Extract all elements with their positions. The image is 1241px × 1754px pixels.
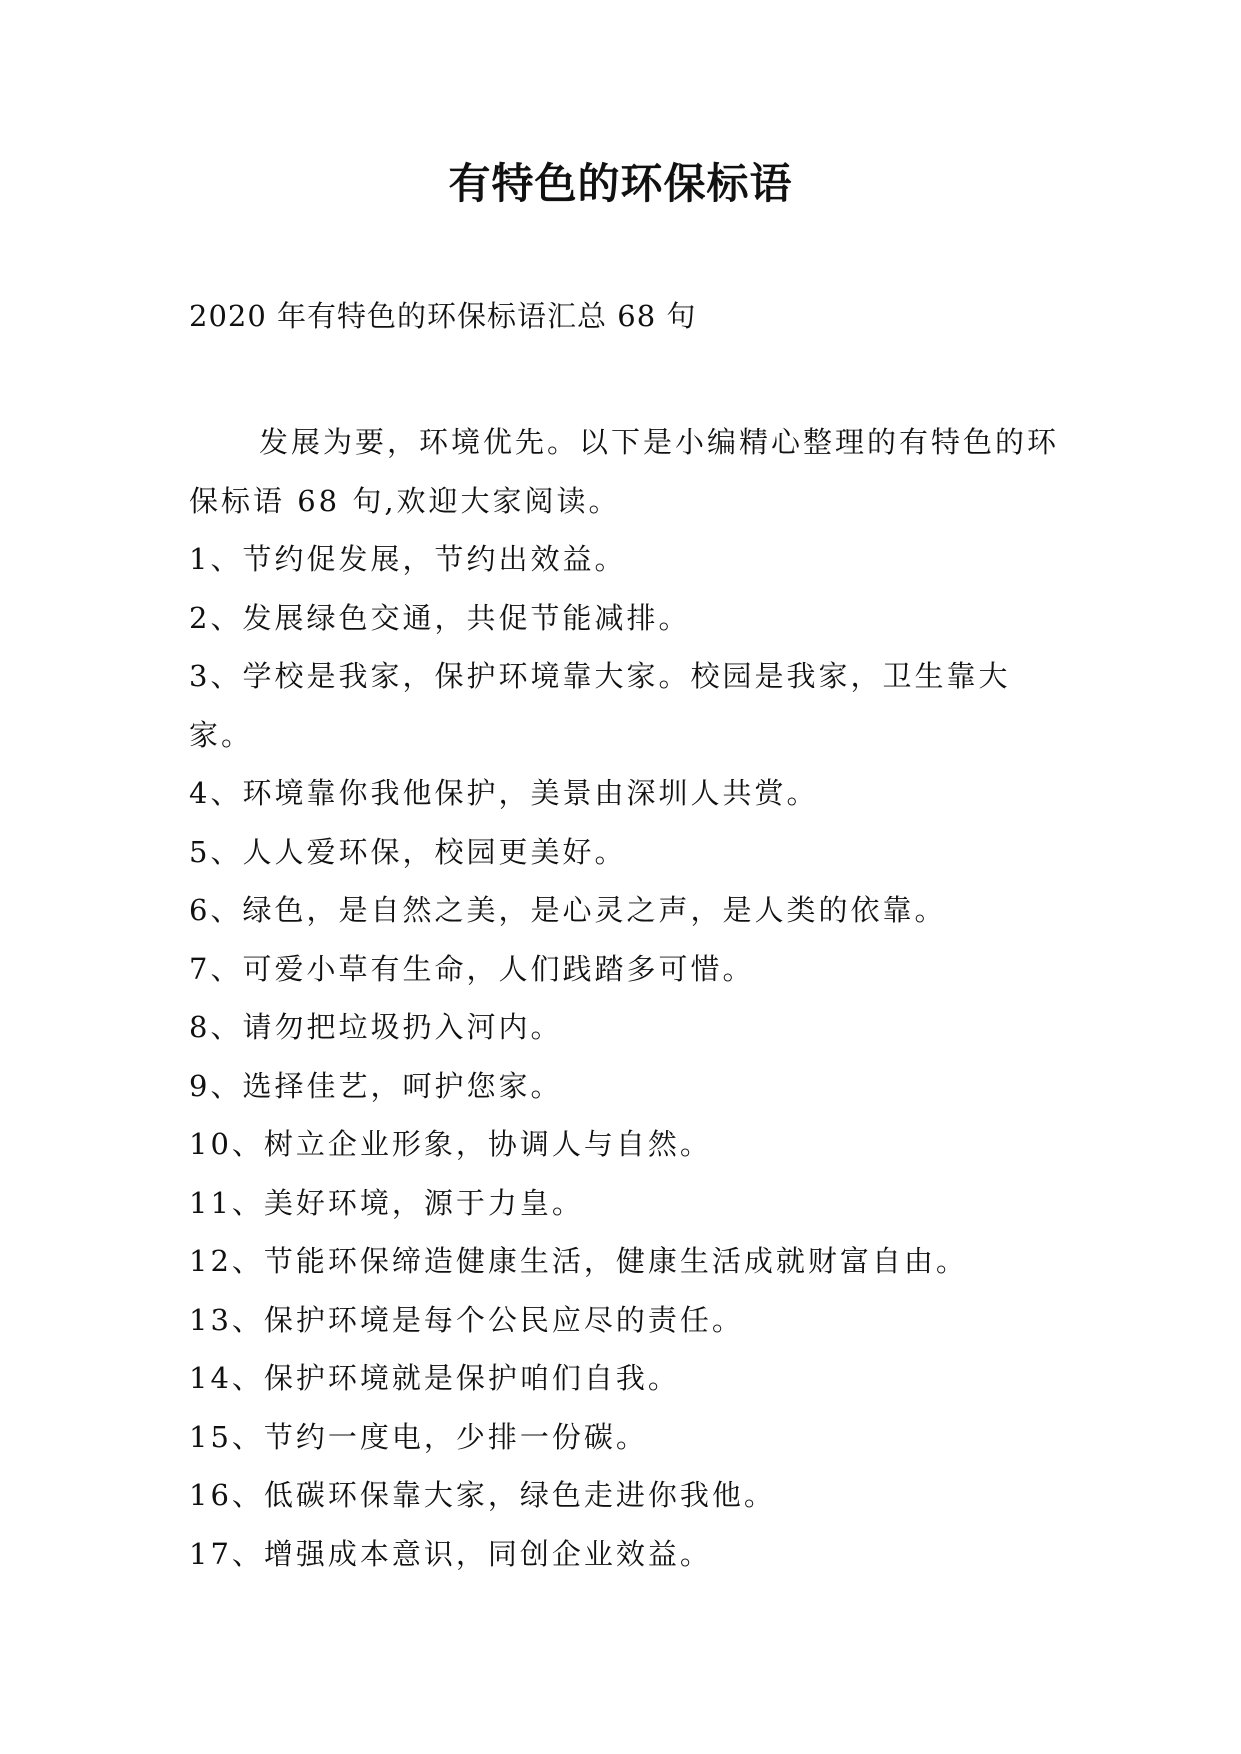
slogan-item: 6、绿色，是自然之美，是心灵之声，是人类的依靠。: [189, 893, 947, 927]
slogan-item: 4、环境靠你我他保护，美景由深圳人共赏。: [189, 776, 819, 810]
slogan-item: 9、选择佳艺，呵护您家。: [189, 1068, 563, 1103]
slogan-item: 15、节约一度电，少排一份碳。: [189, 1419, 648, 1454]
slogan-item: 2、发展绿色交通，共促节能减排。: [189, 600, 691, 635]
slogan-item: 12、节能环保缔造健康生活，健康生活成就财富自由。: [189, 1244, 968, 1278]
slogan-item: 1、节约促发展，节约出效益。: [189, 542, 627, 576]
slogan-item: 11、美好环境，源于力皇。: [189, 1185, 584, 1220]
slogan-item: 7、可爱小草有生命，人们践踏多可惜。: [189, 951, 755, 986]
slogan-item: 10、树立企业形象，协调人与自然。: [189, 1127, 712, 1161]
slogan-item: 3、学校是我家，保护环境靠大家。校园是我家，卫生靠大家。: [189, 659, 1011, 752]
intro-paragraph: 发展为要，环境优先。以下是小编精心整理的有特色的环保标语 68 句,欢迎大家阅读。: [189, 425, 1060, 518]
document-subtitle: 2020 年有特色的环保标语汇总 68 句: [189, 299, 697, 333]
document-body: [189, 413, 1059, 1583]
document-title: 有特色的环保标语: [448, 159, 793, 208]
slogan-item: 5、人人爱环保，校园更美好。: [189, 834, 627, 869]
slogan-item: 13、保护环境是每个公民应尽的责任。: [189, 1302, 744, 1337]
slogan-item: 14、保护环境就是保护咱们自我。: [189, 1361, 680, 1395]
slogan-item: 16、低碳环保靠大家，绿色走进你我他。: [189, 1478, 776, 1512]
slogan-item: 17、增强成本意识，同创企业效益。: [189, 1536, 712, 1571]
slogan-item: 8、请勿把垃圾扔入河内。: [189, 1010, 563, 1044]
